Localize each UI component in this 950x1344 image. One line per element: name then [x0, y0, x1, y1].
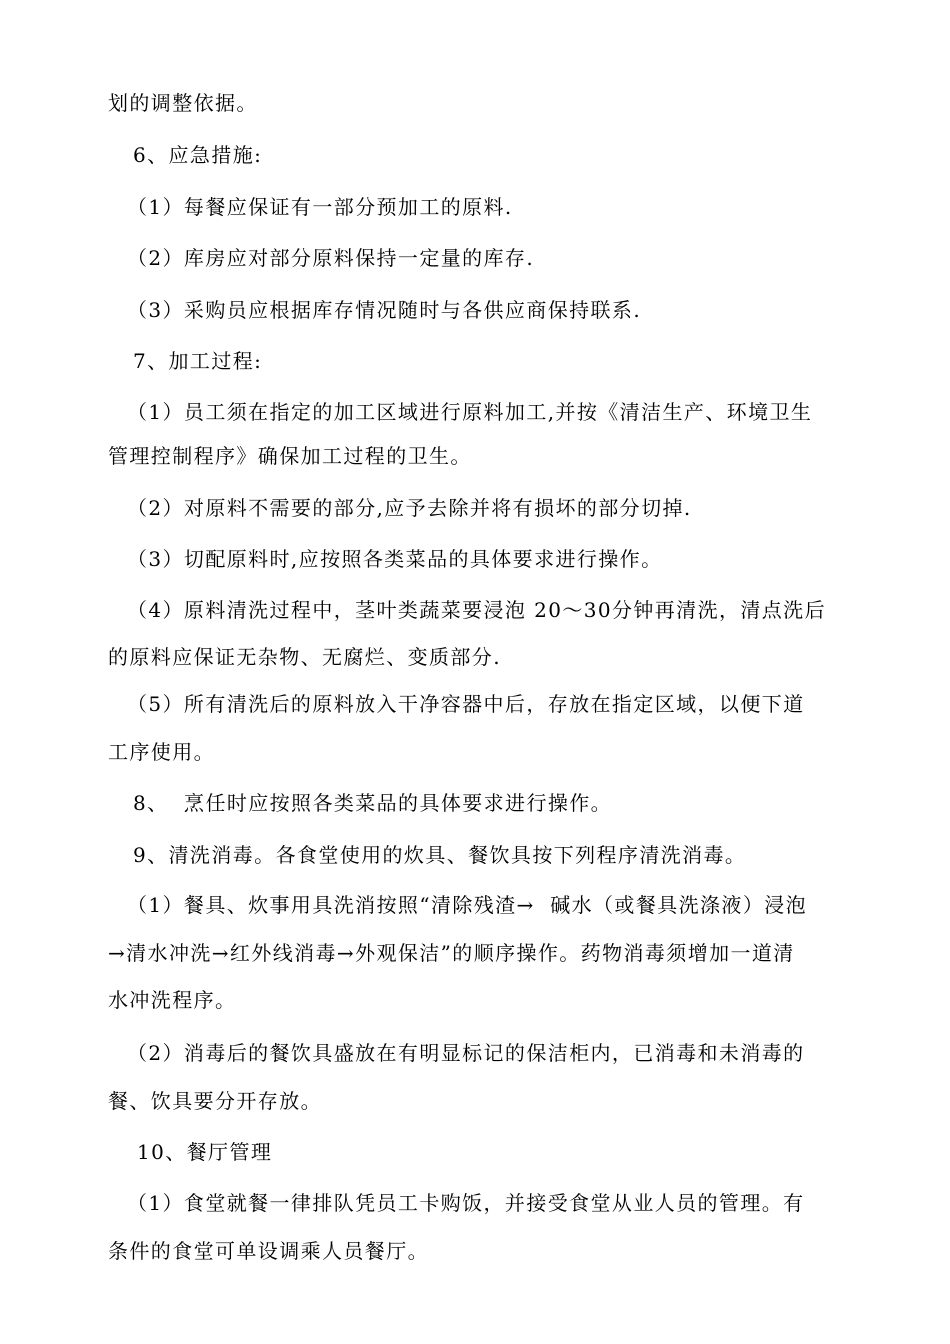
text-line: 条件的食堂可单设调乘人员餐厅。: [108, 1239, 429, 1263]
text-line: 划的调整依据。: [108, 91, 258, 115]
text-line: 水冲洗程序。: [108, 988, 237, 1012]
text-line: （1）员工须在指定的加工区域进行原料加工,并按《清洁生产、环境卫生: [127, 400, 813, 424]
text-line: （1）餐具、炊事用具洗消按照“清除残渣→ 碱水（或餐具洗涤液）浸泡: [127, 893, 808, 917]
text-line: （1）每餐应保证有一部分预加工的原料.: [127, 195, 513, 219]
text-line: 管理控制程序》确保加工过程的卫生。: [108, 444, 472, 468]
text-line: （5）所有清洗后的原料放入干净容器中后，存放在指定区域，以便下道: [127, 692, 805, 716]
section-heading: 7、加工过程:: [133, 349, 263, 373]
text-line: 工序使用。: [108, 740, 215, 764]
section-heading: 6、应急措施:: [133, 143, 263, 167]
text-line: （3）切配原料时,应按照各类菜品的具体要求进行操作。: [127, 547, 663, 571]
text-line: （2）对原料不需要的部分,应予去除并将有损坏的部分切掉.: [127, 496, 692, 520]
section-heading: 10、餐厅管理: [137, 1140, 273, 1164]
text-line: （2）消毒后的餐饮具盛放在有明显标记的保洁柜内，已消毒和未消毒的: [127, 1041, 805, 1065]
section-heading: 9、清洗消毒。各食堂使用的炊具、餐饮具按下列程序清洗消毒。: [133, 843, 747, 867]
text-line: →清水冲洗→红外线消毒→外观保洁”的顺序操作。药物消毒须增加一道清: [108, 941, 795, 965]
section-heading: 8、 烹任时应按照各类菜品的具体要求进行操作。: [133, 791, 613, 815]
text-line: （4）原料清洗过程中，茎叶类蔬菜要浸泡 20～30分钟再清洗，清点洗后: [127, 598, 826, 622]
text-line: 餐、饮具要分开存放。: [108, 1089, 322, 1113]
text-line: （2）库房应对部分原料保持一定量的库存.: [127, 246, 535, 270]
text-line: （3）采购员应根据库存情况随时与各供应商保持联系.: [127, 298, 642, 322]
text-line: 的原料应保证无杂物、无腐烂、变质部分.: [108, 645, 501, 669]
text-line: （1）食堂就餐一律排队凭员工卡购饭，并接受食堂从业人员的管理。有: [127, 1191, 805, 1215]
